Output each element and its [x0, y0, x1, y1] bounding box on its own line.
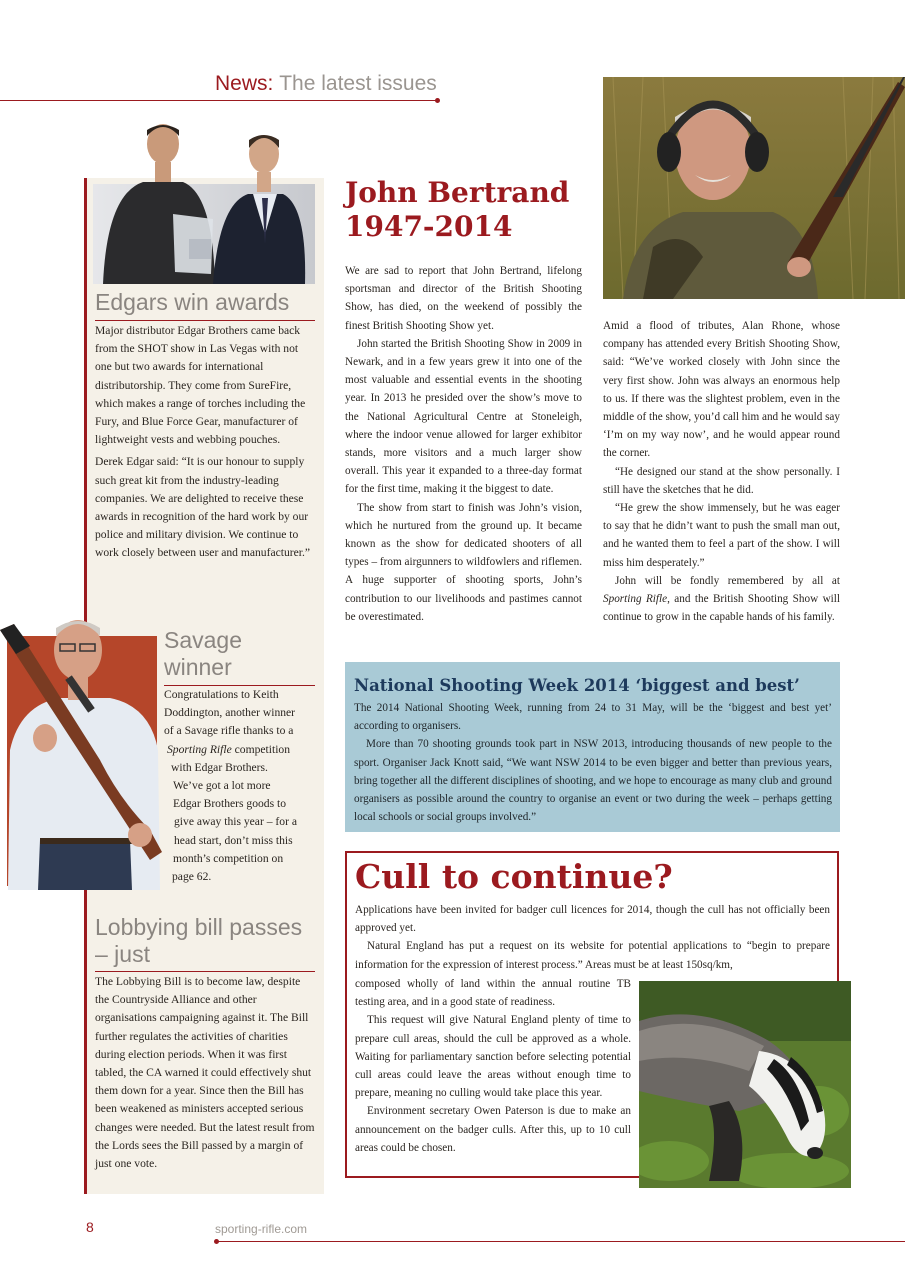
bertrand-headline-line2: 1947-2014 — [345, 210, 513, 243]
lobbying-body — [95, 973, 315, 1177]
savage-heading — [164, 627, 314, 681]
badger-photo — [639, 981, 851, 1188]
edgars-paragraph: Major distributor Edgar Brothers came back from the SHOT show in Las Vegas with not one but two awards for international distributorship. They come from SureFire, which makes a range of torches including the Fury, and Blue Force Gear, manufacturer of lightweight vests and webbing pouches. — [95, 324, 306, 447]
savage-line: head start, don’t miss this — [174, 833, 293, 847]
bertrand-closing-a: John will be fondly remembered by all at — [615, 574, 840, 587]
nsw-body — [354, 699, 832, 826]
bertrand-column-2 — [603, 317, 840, 626]
edgars-heading-rule — [95, 320, 315, 321]
cull-paragraph: This request will give Natural England plenty of time to prepare cull areas, should the cull be approved as a whole. Waiting for parliamentary sanction before selecting potential cull areas could leave the areas without enough time to prepare, meaning no culling would take place this year. — [355, 1014, 631, 1100]
section-label: News: — [215, 72, 274, 95]
bertrand-headline — [345, 176, 569, 244]
savage-line: Congratulations to Keith — [164, 688, 279, 701]
savage-line: Edgar Brothers goods to — [173, 797, 287, 811]
nsw-paragraph: More than 70 shooting grounds took part in NSW 2013, introducing thousands of new people to the sport. Organiser Jack Knott said, “We want NSW 2014 to be even bigger and better than previous years, bring together all the different disciplines of shooting, and we hope to encourage as many club and ground organisers as possible around the country to organise an event or two during the week – perhaps getting local schools or social groups involved.” — [354, 738, 832, 824]
lobbying-paragraph: The Lobbying Bill is to become law, despite the Countryside Alliance and other organisations campaigning against it. The Bill further regulates the activities of charities during election periods. When it was first tabled, the CA warned it could effectively shut them down for a year. Since then the Bill has been weakened as ministers accepted serious changes were needed. But the latest result from the Lords sees the Bill passed by a margin of just one vote. — [95, 975, 315, 1171]
bertrand-paragraph: We are sad to report that John Bertrand, lifelong sportsman and director of the British Shooting Show, has died, on the weekend of possibly the finest British Shooting Show yet. — [345, 265, 582, 332]
savage-publication: Sporting Rifle — [167, 742, 232, 756]
page-number: 8 — [86, 1219, 94, 1235]
nsw-headline: National Shooting Week 2014 ‘biggest and best’ — [354, 676, 800, 695]
savage-line: We’ve got a lot more — [173, 779, 271, 793]
cull-paragraph: Natural England has put a request on its website for potential applications to “begin to prepare information for the expression of interest process.” Areas must be at least 150sq/km, — [355, 940, 830, 971]
savage-line: competition — [231, 742, 291, 756]
savage-body — [164, 686, 319, 886]
cull-body-narrow — [355, 975, 631, 1157]
bertrand-paragraph: The show from start to finish was John’s vision, which he nurtured from the ground up. It became known as the show for dedicated shooters of all types – from airgunners to wildfowlers and riflemen. A huge supporter of shooting sports, John’s contribution to our livelihoods and pastimes cannot be overestimated. — [345, 501, 582, 623]
section-subtitle: The latest issues — [279, 72, 437, 95]
bertrand-paragraph: John started the British Shooting Show in 2009 in Newark, and in a few years grew it into one of the most valuable and essential events in the shooting year. In 2013 he presided over the show’s move to the National Agricultural Centre at Stoneleigh, where the indoor venue allowed for larger exhibitor stands, more visitors and a much larger show overall. This year it expanded to a three-day format for the first time, making it the biggest to date. — [345, 337, 582, 496]
footer-rule — [217, 1241, 905, 1242]
lobbying-heading-line1: Lobbying bill passes — [95, 914, 303, 940]
cull-paragraph: Environment secretary Owen Paterson is due to make an announcement on the badger culls. After this, up to 10 cull areas could be chosen. — [355, 1105, 631, 1154]
lobbying-heading-rule — [95, 971, 315, 972]
savage-line: of a Savage rifle thanks to a — [164, 724, 294, 738]
bertrand-closing-publication: Sporting Rifle — [603, 593, 668, 606]
footer-site[interactable]: sporting-rifle.com — [215, 1222, 308, 1236]
lobbying-heading — [95, 914, 320, 968]
bertrand-headline-line1: John Bertrand — [345, 176, 570, 209]
section-header — [215, 72, 437, 96]
savage-line: Doddington, another winner — [164, 706, 296, 720]
cull-paragraph: composed wholly of land within the annual routine TB testing area, and in a good state of readiness. — [355, 978, 631, 1009]
bertrand-paragraph — [603, 572, 840, 627]
savage-line: month’s competition on — [173, 851, 284, 865]
header-rule — [0, 100, 438, 101]
edgars-paragraph: Derek Edgar said: “It is our honour to supply such great kit from the industry-leading companies. We are delighted to receive these awards in recognition of the hard work by our police and military division. We continue to work closely between user and manufacturer.” — [95, 455, 311, 560]
savage-heading-line2: winner — [164, 654, 232, 680]
nsw-box — [345, 662, 840, 832]
edgars-photo — [93, 124, 315, 284]
bertrand-column-1 — [345, 262, 582, 626]
lobbying-heading-line2: – just — [95, 941, 150, 967]
savage-line: with Edgar Brothers. — [171, 760, 268, 774]
savage-photo — [0, 610, 170, 890]
savage-heading-line1: Savage — [164, 627, 243, 653]
cull-headline: Cull to continue? — [355, 857, 673, 896]
savage-line: give away this year – for a — [174, 815, 297, 829]
edgars-heading: Edgars win awards — [95, 289, 290, 315]
nsw-paragraph: The 2014 National Shooting Week, running from 24 to 31 May, will be the ‘biggest and best yet’ according to organisers. — [354, 702, 832, 733]
cull-body-wide — [355, 901, 830, 974]
bertrand-paragraph: “He grew the show immensely, but he was eager to say that he didn’t want to push the small man out, and he wanted them to feel a part of the show. I will miss him desperately.” — [603, 502, 840, 569]
bertrand-paragraph: Amid a flood of tributes, Alan Rhone, whose company has attended every British Shooting Show, said: “We’ve worked closely with John since the very first show. John was always an enormous help to us. If there was the slightest problem, even in the middle of the show, you’d call him and he would say ‘I’m on my way now’, and he would appear round the corner. — [603, 320, 840, 460]
bertrand-photo — [603, 77, 905, 299]
header-rule-dot — [435, 98, 440, 103]
edgars-body — [95, 322, 315, 567]
bertrand-closing-b: , and the British Shooting Show will continue to grow in the capable hands of his family. — [603, 593, 840, 624]
cull-paragraph: Applications have been invited for badger cull licences for 2014, though the cull has not officially been approved yet. — [355, 904, 830, 935]
bertrand-paragraph: “He designed our stand at the show personally. I still have the sketches that he did. — [603, 465, 840, 496]
savage-line: page 62. — [172, 870, 212, 884]
